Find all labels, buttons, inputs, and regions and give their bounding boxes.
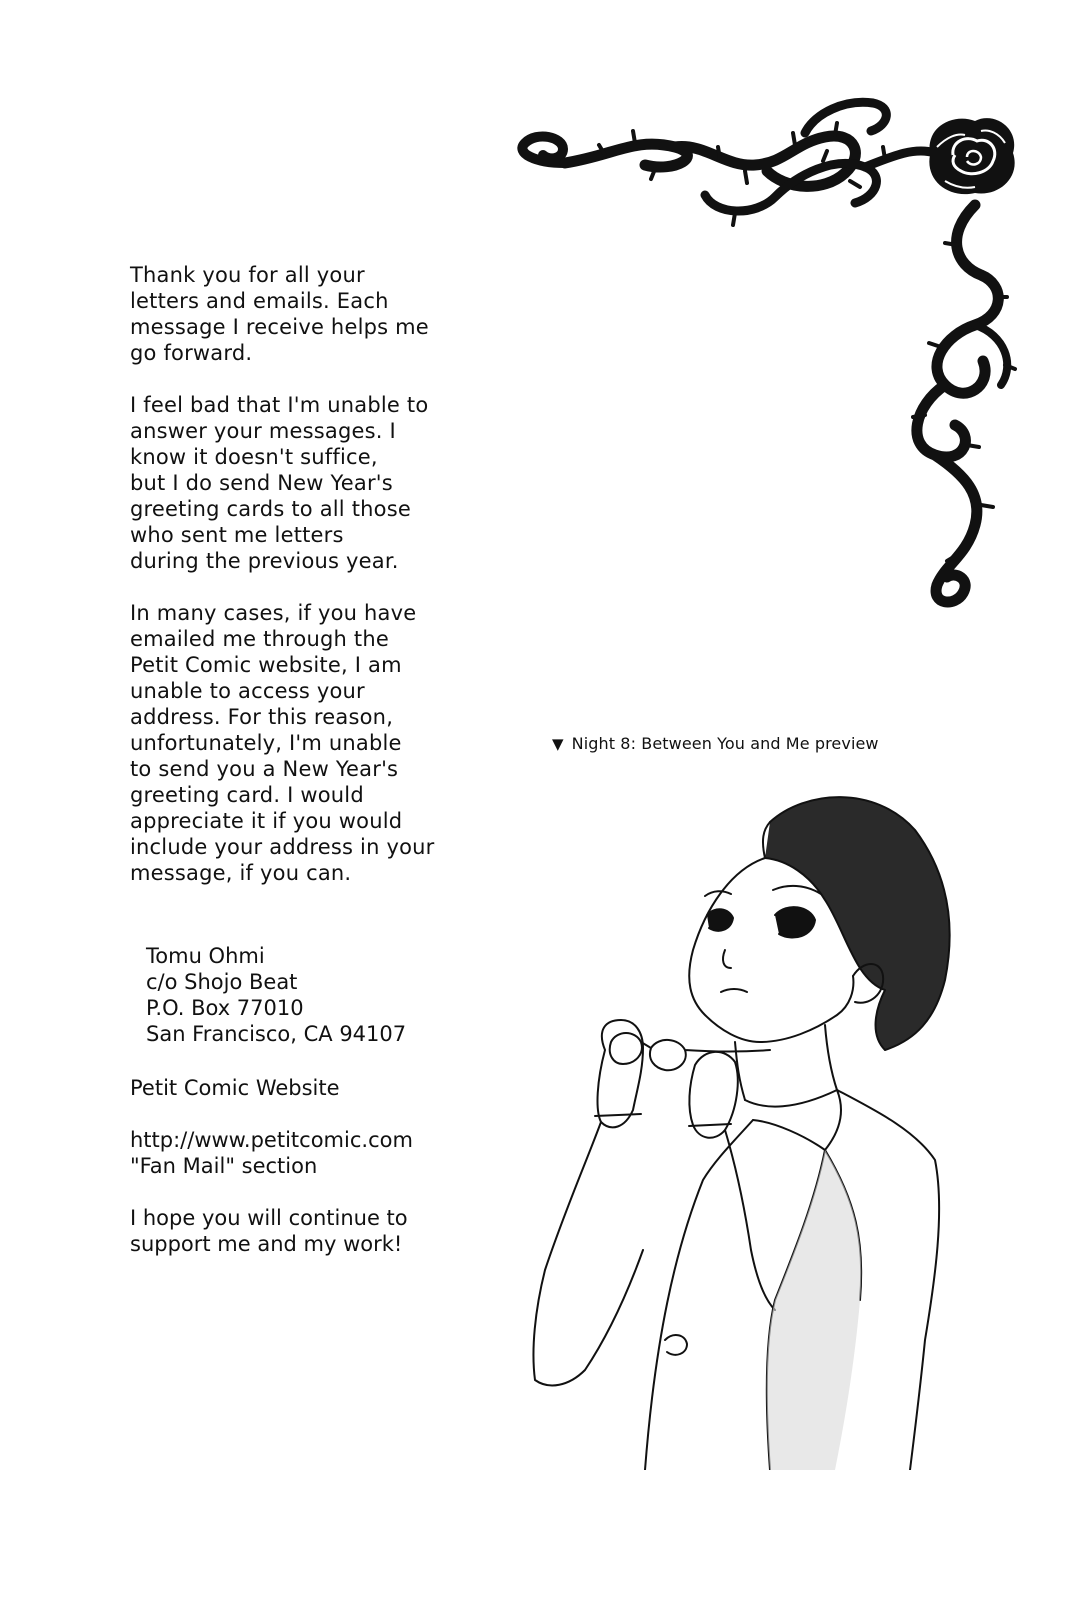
mouth — [721, 989, 747, 992]
letter-paragraph-1: Thank you for all your letters and emails. Each message I receive helps me go forward. — [130, 263, 429, 365]
vine-vertical — [937, 205, 998, 393]
mailing-address: Tomu Ohmi c/o Shojo Beat P.O. Box 77010 San Francisco, CA 94107 — [146, 944, 407, 1046]
closing-message: I hope you will continue to support me and my work! — [130, 1206, 408, 1256]
character-illustration — [525, 780, 965, 1470]
letter-body — [130, 262, 500, 912]
letter-paragraph-3: In many cases, if you have emailed me through the Petit Comic website, I am unable to access your address. For this reason, unfortunately, I'm unable to send you a New Year's greeting card. I would appreciate it if you would include your address in your message, if you can. — [130, 601, 435, 885]
vine-top-loop — [805, 102, 886, 133]
sleeve-left — [533, 1122, 643, 1385]
cuff — [595, 1114, 731, 1126]
collar — [745, 1090, 841, 1150]
website-and-closing — [130, 1075, 500, 1283]
caption-text: Night 8: Between You and Me preview — [571, 734, 879, 753]
glasses — [610, 1033, 770, 1070]
vine-left-curl — [522, 136, 565, 163]
nose — [723, 950, 731, 968]
vine-vertical-loop — [917, 385, 977, 602]
preview-caption — [552, 733, 972, 755]
triangle-marker-icon: ▼ — [552, 735, 564, 753]
button — [665, 1335, 687, 1355]
website-url-section: http://www.petitcomic.com "Fan Mail" section — [130, 1128, 413, 1178]
vest-shading — [767, 1150, 862, 1470]
sleeve-right — [725, 1130, 775, 1310]
left-eye — [707, 909, 733, 931]
vine-horizontal — [565, 136, 855, 186]
vine-to-rose — [865, 151, 935, 167]
neck — [735, 1025, 837, 1100]
letter-paragraph-2: I feel bad that I'm unable to answer your messages. I know it doesn't suffice, but I do send New Year's greeting cards to all those who sent me letters during the previous year. — [130, 393, 429, 573]
rose-vine-ornament — [505, 85, 1025, 615]
website-title: Petit Comic Website — [130, 1076, 340, 1100]
rose-icon — [929, 118, 1014, 194]
right-eye — [775, 907, 815, 937]
